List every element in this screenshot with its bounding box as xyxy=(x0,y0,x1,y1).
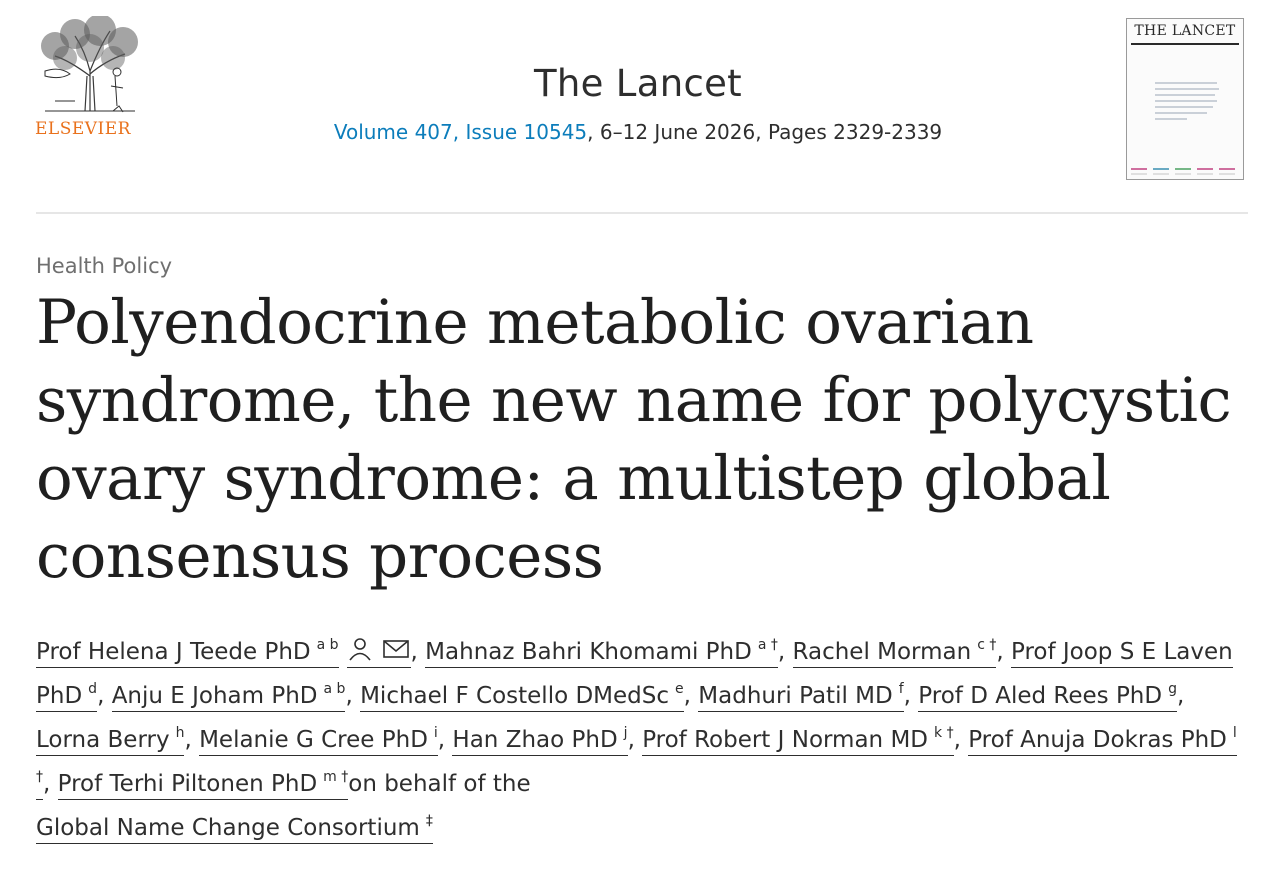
author-link[interactable] xyxy=(360,683,684,712)
on-behalf-text: on behalf of the xyxy=(348,771,531,797)
journal-issue-info xyxy=(0,120,1276,144)
author-link[interactable] xyxy=(112,683,346,712)
author-name: Prof Joop S E Laven PhD xyxy=(36,639,1233,709)
consortium-name: Global Name Change Consortium xyxy=(36,815,420,841)
author-affiliation: a b xyxy=(316,637,339,653)
author-affiliation: a † xyxy=(757,637,778,653)
author-name: Han Zhao PhD xyxy=(452,727,618,753)
author-name: Melanie G Cree PhD xyxy=(199,727,428,753)
author-affiliation: f xyxy=(898,681,904,697)
author-link[interactable] xyxy=(793,639,997,668)
author-name: Prof D Aled Rees PhD xyxy=(918,683,1163,709)
author-name: Prof Terhi Piltonen PhD xyxy=(57,771,318,797)
author-link[interactable] xyxy=(199,727,438,756)
author-contact-icons xyxy=(347,637,411,668)
author-affiliation: i xyxy=(433,725,438,741)
author-name: Anju E Joham PhD xyxy=(111,683,318,709)
author-link[interactable] xyxy=(425,639,778,668)
author-link[interactable] xyxy=(452,727,627,756)
author-link[interactable] xyxy=(58,771,349,800)
author-affiliation: k † xyxy=(934,725,954,741)
author-affiliation: d xyxy=(88,681,98,697)
author-name: Rachel Morman xyxy=(792,639,972,665)
cover-rule xyxy=(1131,43,1239,45)
author-affiliation: a b xyxy=(323,681,346,697)
volume-issue-link[interactable]: Volume 407, Issue 10545 xyxy=(333,120,588,144)
author-affiliation: e xyxy=(675,681,684,697)
journal-title[interactable]: The Lancet xyxy=(534,62,742,105)
author-link[interactable] xyxy=(642,727,953,756)
author-name: Prof Robert J Norman MD xyxy=(642,727,929,753)
author-name: Prof Anuja Dokras PhD xyxy=(968,727,1227,753)
person-icon[interactable] xyxy=(347,637,373,661)
author-name: Prof Helena J Teede PhD xyxy=(36,639,311,665)
author-name: Michael F Costello DMedSc xyxy=(360,683,670,709)
journal-cover-thumbnail[interactable] xyxy=(1126,18,1244,180)
publisher-name: ELSEVIER xyxy=(35,119,131,139)
author-list: Prof Helena J Teede PhD $^{a b}$ , Mahnaz Bahri Khomami PhD $^{a \dagger}$, Rachel Morman $^{c \dagger}$, Prof Joop S E Laven PhD $^d$, Anju E Joham PhD $^{a b}$, Michael F Costello DMedSc $^e$, Madhuri Patil MD $^f$, Prof D Aled Rees PhD $^g$, Lorna Berry $^h$, Melanie G Cree PhD $^i$, Han Zhao PhD $^j$, Prof Robert J Norman MD $^{k \dagger}$, Prof Anuja Dokras PhD $^{l \dagger}$, Prof Terhi Piltonen PhD $^{m \dagger}$on behalf of the Global Name Change Consortium ‡ xyxy=(36,630,1248,850)
article-title: Polyendocrine metabolic ovarian syndrome, the new name for polycystic ovary syndrome: a multistep global consensus process xyxy=(36,287,1232,592)
author-link[interactable] xyxy=(918,683,1177,712)
mail-icon[interactable] xyxy=(381,637,411,661)
consortium-link[interactable] xyxy=(36,815,433,844)
header-divider xyxy=(36,212,1248,214)
author-affiliation: m † xyxy=(323,769,349,785)
journal-header xyxy=(0,0,1276,214)
author-affiliation: l † xyxy=(36,725,1237,785)
author-affiliation: h xyxy=(175,725,185,741)
consortium-footnote: ‡ xyxy=(425,813,433,829)
article-type: Health Policy xyxy=(36,254,173,278)
author-name: Mahnaz Bahri Khomami PhD xyxy=(425,639,752,665)
issue-date-pages: , 6–12 June 2026, Pages 2329-2339 xyxy=(587,120,943,144)
author-link[interactable] xyxy=(36,727,184,756)
cover-title: THE LANCET xyxy=(1134,23,1236,39)
author-affiliation: c † xyxy=(977,637,997,653)
cover-content-graphic xyxy=(1127,47,1243,177)
author-affiliation: g xyxy=(1168,681,1177,697)
author-link[interactable] xyxy=(698,683,903,712)
author-link[interactable] xyxy=(36,639,339,668)
author-name: Madhuri Patil MD xyxy=(698,683,893,709)
author-affiliation: j xyxy=(623,725,628,741)
author-name: Lorna Berry xyxy=(36,727,170,753)
